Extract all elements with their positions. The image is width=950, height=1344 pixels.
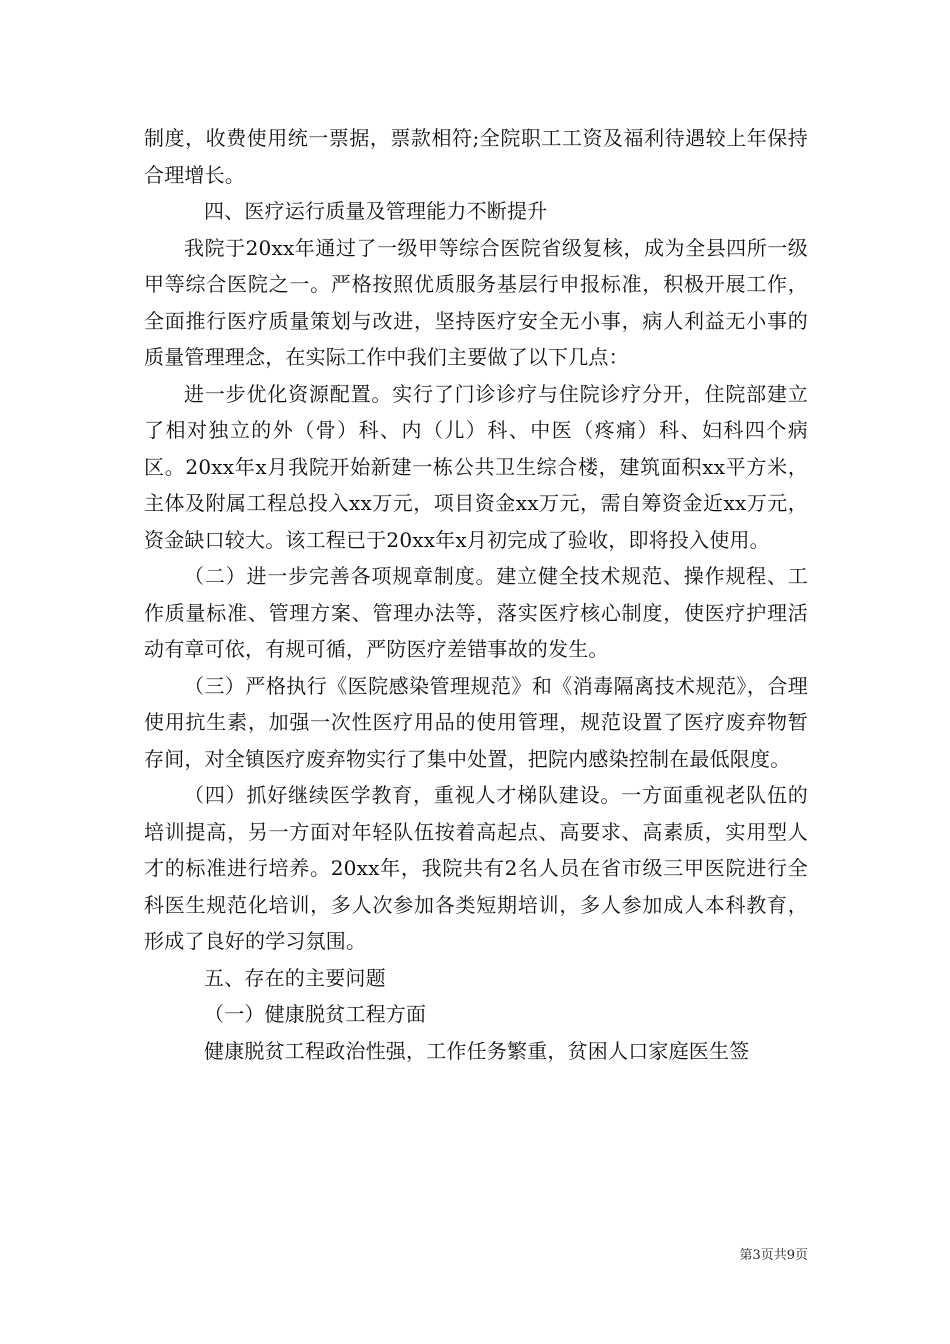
paragraph-medical-education: （四）抓好继续医学教育，重视人才梯队建设。一方面重视老队伍的培训提高，另一方面对年轻队伍按着高起点、高要求、高素质，实用型人才的标准进行培养。20xx年，我院共有2名人员在省市级三甲医院进行全科医生规范化培训，多人次参加各类短期培训，多人参加成人本科教育，形成了良好的学习氛围。 — [144, 783, 808, 953]
section-heading-four: 四、医疗运行质量及管理能力不断提升 — [204, 199, 548, 223]
paragraph-rules-improvement: （二）进一步完善各项规章制度。建立健全技术规范、操作规程、工作质量标准、管理方案、管理办法等，落实医疗核心制度，使医疗护理活动有章可依，有规可循，严防医疗差错事故的发生。 — [144, 564, 808, 661]
section-heading-five: 五、存在的主要问题 — [204, 965, 386, 990]
paragraph-hospital-review: 我院于20xx年通过了一级甲等综合医院省级复核，成为全县四所一级甲等综合医院之一。严格按照优质服务基层行申报标准，积极开展工作，全面推行医疗质量策划与改进，坚持医疗安全无小事，病人利益无小事的质量管理理念，在实际工作中我们主要做了以下几点： — [144, 235, 808, 369]
subsection-heading-poverty: （一）健康脱贫工程方面 — [204, 1002, 427, 1026]
paragraph-resource-allocation: 进一步优化资源配置。实行了门诊诊疗与住院诊疗分开，住院部建立了相对独立的外（骨）科、内（儿）科、中医（疼痛）科、妇科四个病区。20xx年x月我院开始新建一栋公共卫生综合楼，建筑面积xx平方米，主体及附属工程总投入xx万元，项目资金xx万元，需自筹资金近xx万元，资金缺口较大。该工程已于20xx年x月初完成了验收，即将投入使用。 — [144, 381, 808, 552]
paragraph-poverty-alleviation: 健康脱贫工程政治性强，工作任务繁重，贫困人口家庭医生签 — [204, 1038, 750, 1063]
page-number-footer: 第3页共9页 — [739, 1248, 808, 1263]
paragraph-continuation: 制度，收费使用统一票据，票款相符;全院职工工资及福利待遇较上年保持合理增长。 — [144, 126, 808, 187]
paragraph-infection-control: （三）严格执行《医院感染管理规范》和《消毒隔离技术规范》，合理使用抗生素，加强一次性医疗用品的使用管理，规范设置了医疗废弃物暂存间，对全镇医疗废弃物实行了集中处置，把院内感染控制在最低限度。 — [144, 673, 808, 771]
document-body — [144, 120, 808, 1069]
